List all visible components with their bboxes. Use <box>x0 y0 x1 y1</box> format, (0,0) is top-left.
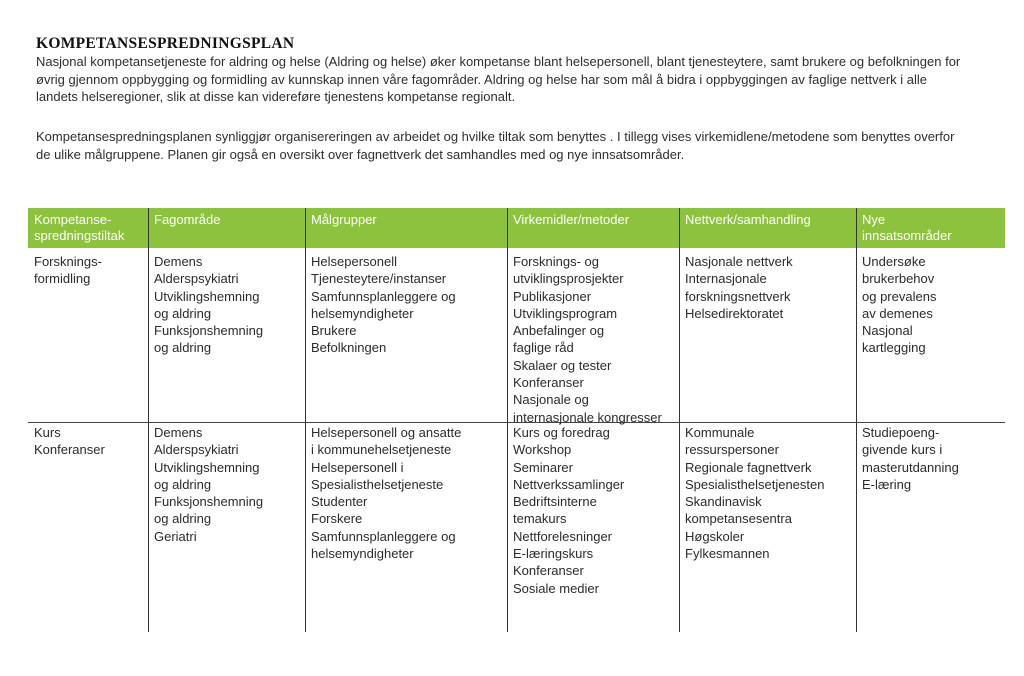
cell-line: Forsknings- <box>34 254 102 269</box>
cell-line: Internasjonale <box>685 271 767 287</box>
cell-line: Helsedirektoratet <box>685 305 784 321</box>
table-cell <box>513 253 662 426</box>
column-divider <box>679 208 680 632</box>
cell-line: Sosiale medier <box>513 580 599 596</box>
table-cell <box>862 424 959 493</box>
cell-line: brukerbehov <box>862 271 935 287</box>
cell-line: Geriatri <box>154 528 197 544</box>
cell-line: Høgskoler <box>685 528 745 544</box>
table-cell <box>685 424 824 562</box>
table-cell <box>311 424 461 562</box>
cell-line: Workshop <box>513 442 572 458</box>
cell-line: Nasjonal <box>862 323 913 339</box>
cell-line: Alderspsykiatri <box>154 442 239 458</box>
cell-line: Nettverkssamlinger <box>513 476 625 492</box>
cell-line: Kommunale <box>685 425 755 440</box>
cell-line: Publikasjoner <box>513 288 592 304</box>
column-header-line: Virkemidler/metoder <box>513 212 630 227</box>
column-header-line: Kompetanse- <box>34 212 112 227</box>
second-paragraph: Kompetansespredningsplanen synliggjør organisereringen av arbeidet og hvilke tiltak som benyttes . I tillegg vises virkemidlene/metodene som benyttes overfor de ulike målgruppene. Planen gir også en oversikt over fagnettverk det samhandles med og nye innsatsområder. <box>36 129 955 162</box>
cell-line: Spesialisthelsetjeneste <box>311 476 444 492</box>
cell-line: internasjonale kongresser <box>513 409 662 425</box>
cell-line: Nasjonale nettverk <box>685 254 793 269</box>
cell-line: masterutdanning <box>862 459 959 475</box>
column-header <box>513 212 629 228</box>
cell-line: Samfunnsplanleggere og <box>311 288 456 304</box>
cell-line: Brukere <box>311 323 357 339</box>
table-cell <box>34 424 105 459</box>
column-header-line: Nettverk/samhandling <box>685 212 811 227</box>
cell-line: Konferanser <box>513 375 584 391</box>
intro-paragraph: Nasjonal kompetansetjeneste for aldring og helse (Aldring og helse) øker kompetanse blant helsepersonell, blant tjenesteytere, samt brukere og befolkningen for øvrig gjennom oppbygging og formidling av kunnskap innen våre fagområder. Aldring og helse har som mål å bidra i oppbyggingen av faglige nettverk i alle landets helseregioner, slik at disse kan videreføre tjenestens kompetanse regionalt. <box>36 54 961 104</box>
column-header <box>311 212 377 228</box>
cell-line: Kurs <box>34 425 61 440</box>
cell-line: Spesialisthelsetjenesten <box>685 476 825 492</box>
cell-line: temakurs <box>513 511 567 527</box>
cell-line: Funksjonshemning <box>154 494 264 510</box>
table-cell <box>311 253 456 357</box>
cell-line: Utviklingshemning <box>154 288 260 304</box>
cell-line: Skandinavisk <box>685 494 762 510</box>
cell-line: Samfunnsplanleggere og <box>311 528 456 544</box>
cell-line: Helsepersonell i <box>311 459 404 475</box>
cell-line: Befolkningen <box>311 340 387 356</box>
cell-line: Funksjonshemning <box>154 323 264 339</box>
cell-line: Utviklingshemning <box>154 459 260 475</box>
cell-line: helsemyndigheter <box>311 546 414 562</box>
cell-line: og aldring <box>154 340 212 356</box>
cell-line: i kommunehelsetjeneste <box>311 442 452 458</box>
cell-line: Bedriftsinterne <box>513 494 597 510</box>
cell-line: Forskere <box>311 511 363 527</box>
column-header-line: Nye <box>862 212 886 227</box>
cell-line: Demens <box>154 254 203 269</box>
cell-line: Helsepersonell <box>311 254 397 269</box>
cell-line: formidling <box>34 271 91 287</box>
cell-line: Forsknings- og <box>513 254 599 269</box>
page-title: KOMPETANSESPREDNINGSPLAN <box>36 35 295 52</box>
cell-line: Studiepoeng- <box>862 425 940 440</box>
table-cell <box>862 253 936 357</box>
cell-line: Fylkesmannen <box>685 546 770 562</box>
column-header <box>862 212 952 244</box>
column-divider <box>305 208 306 632</box>
table-cell <box>154 253 263 357</box>
cell-line: Alderspsykiatri <box>154 271 239 287</box>
table-cell <box>154 424 263 545</box>
cell-line: forskningsnettverk <box>685 288 791 304</box>
cell-line: Seminarer <box>513 459 573 475</box>
cell-line: helsemyndigheter <box>311 305 414 321</box>
column-divider <box>148 208 149 632</box>
cell-line: og aldring <box>154 476 212 492</box>
column-divider <box>856 208 857 632</box>
column-header <box>685 212 811 228</box>
cell-line: Studenter <box>311 494 368 510</box>
column-header <box>154 212 220 228</box>
cell-line: kartlegging <box>862 340 926 356</box>
column-header-line: spredningstiltak <box>34 228 125 243</box>
cell-line: Kurs og foredrag <box>513 425 610 440</box>
cell-line: givende kurs i <box>862 442 943 458</box>
cell-line: Konferanser <box>513 563 584 579</box>
cell-line: Utviklingsprogram <box>513 305 618 321</box>
cell-line: og aldring <box>154 305 212 321</box>
cell-line: E-læring <box>862 476 912 492</box>
cell-line: og prevalens <box>862 288 937 304</box>
table-cell <box>34 253 102 288</box>
cell-line: Demens <box>154 425 203 440</box>
competence-table <box>28 208 1005 632</box>
cell-line: Nasjonale og <box>513 392 589 408</box>
cell-line: Tjenesteytere/instanser <box>311 271 447 287</box>
cell-line: utviklingsprosjekter <box>513 271 624 287</box>
cell-line: Skalaer og tester <box>513 357 612 373</box>
cell-line: kompetansesentra <box>685 511 792 527</box>
table-cell <box>513 424 624 597</box>
cell-line: Helsepersonell og ansatte <box>311 425 462 440</box>
table-cell <box>685 253 793 322</box>
cell-line: og aldring <box>154 511 212 527</box>
cell-line: Nettforelesninger <box>513 528 612 544</box>
cell-line: Anbefalinger og <box>513 323 605 339</box>
table-header-row <box>28 208 1005 248</box>
column-header-line: Fagområde <box>154 212 221 227</box>
column-header <box>34 212 124 244</box>
cell-line: Regionale fagnettverk <box>685 459 812 475</box>
column-header-line: innsatsområder <box>862 228 952 243</box>
column-divider <box>507 208 508 632</box>
cell-line: av demenes <box>862 305 933 321</box>
cell-line: Undersøke <box>862 254 926 269</box>
cell-line: E-læringskurs <box>513 546 594 562</box>
cell-line: Konferanser <box>34 442 105 458</box>
cell-line: ressurspersoner <box>685 442 779 458</box>
column-header-line: Målgrupper <box>311 212 377 227</box>
cell-line: faglige råd <box>513 340 574 356</box>
